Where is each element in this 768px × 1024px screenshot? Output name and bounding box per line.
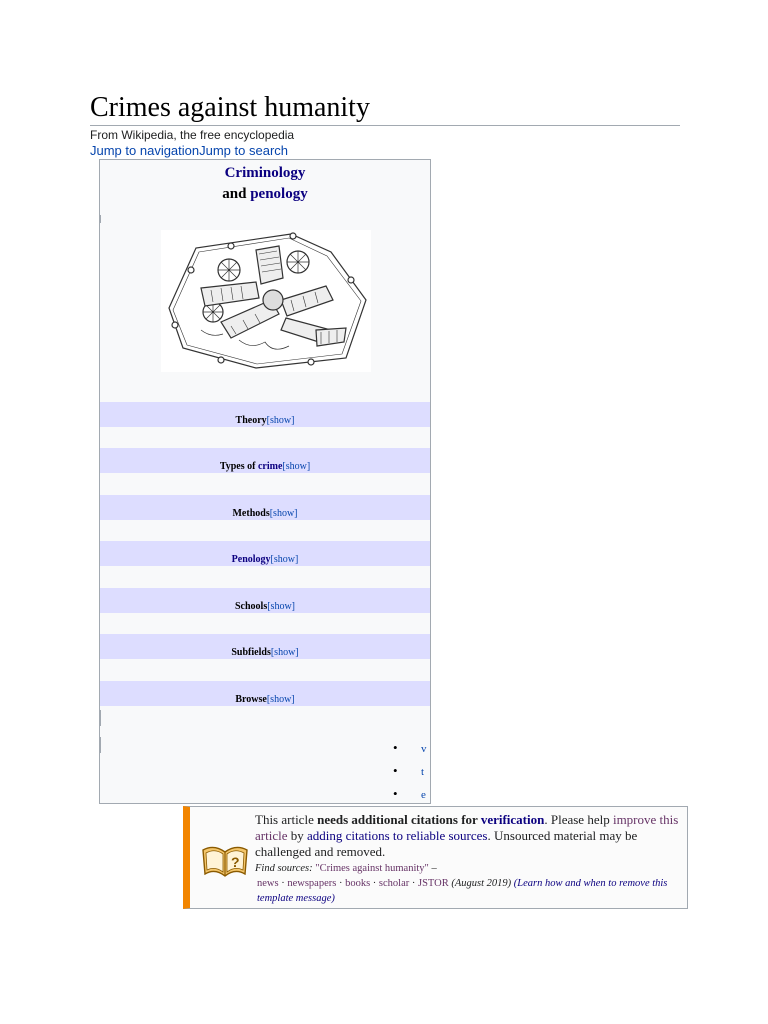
- page-title: Crimes against humanity: [90, 92, 370, 123]
- source-links-line: news · newspapers · books · scholar · JSTOR (August 2019) (Learn how and when to remove this template message): [257, 878, 668, 904]
- adding-citations-link[interactable]: adding citations to reliable sources: [306, 828, 488, 843]
- svg-text:?: ?: [231, 854, 240, 870]
- jump-to-search-link[interactable]: Jump to search: [199, 143, 288, 158]
- citation-needed-notice: [183, 806, 688, 909]
- vte-item: [393, 786, 433, 805]
- notice-date: (August 2019): [448, 878, 512, 889]
- show-toggle[interactable]: [show]: [270, 554, 299, 565]
- source-jstor-link[interactable]: JSTOR: [418, 878, 449, 889]
- section-browse[interactable]: Browse[show]: [100, 681, 430, 706]
- source-books-link[interactable]: books: [345, 878, 371, 889]
- penology-section-link[interactable]: Penology: [231, 554, 271, 565]
- vte-item: [393, 763, 433, 782]
- learn-remove-template-link[interactable]: (Learn how and when to remove this template message): [257, 878, 668, 904]
- jump-links: [90, 143, 288, 158]
- question-book-icon: [200, 836, 250, 880]
- view-template-link[interactable]: v: [421, 743, 427, 755]
- source-scholar-link[interactable]: scholar: [378, 878, 410, 889]
- crime-link[interactable]: crime: [257, 461, 283, 472]
- title-divider: [90, 125, 680, 126]
- sidebar-heading: [100, 163, 430, 205]
- sidebar-heading-line2: and penology: [222, 186, 308, 202]
- section-types-of-crime[interactable]: Types of crime[show]: [100, 448, 430, 473]
- penology-link[interactable]: penology: [250, 186, 308, 202]
- source-newspapers-link[interactable]: newspapers: [287, 878, 337, 889]
- improve-article-link[interactable]: improve this article: [255, 812, 679, 843]
- show-toggle[interactable]: [show]: [270, 647, 299, 658]
- site-tagline: From Wikipedia, the free encyclopedia: [90, 128, 295, 142]
- notice-text: This article needs additional citations for verification. Please help improve this article by adding citations to reliable sources. Unsourced material may be challenged and removed. Find sources: "Crimes against humanity" – news · newspapers · books · scholar · JSTOR (August 2019) (Learn how and when to remove this template message): [255, 812, 679, 904]
- verification-link[interactable]: verification: [480, 812, 545, 827]
- show-toggle[interactable]: [show]: [266, 415, 295, 426]
- show-toggle[interactable]: [show]: [266, 694, 295, 705]
- section-penology[interactable]: [100, 541, 430, 566]
- bullet-icon: •: [393, 763, 398, 778]
- sidebar-tick: [100, 710, 101, 726]
- criminology-sidebar: [99, 159, 431, 804]
- edit-template-link[interactable]: e: [421, 789, 426, 801]
- show-toggle[interactable]: [show]: [267, 601, 295, 612]
- talk-template-link[interactable]: t: [421, 766, 425, 778]
- section-theory[interactable]: Theory[show]: [100, 402, 430, 427]
- sidebar-tick: [100, 737, 101, 753]
- section-schools[interactable]: Schools[show]: [100, 588, 430, 613]
- bullet-icon: •: [393, 786, 398, 801]
- find-sources-line: Find sources: "Crimes against humanity" –: [255, 863, 437, 874]
- bullet-icon: •: [393, 740, 398, 755]
- vte-item: [393, 740, 433, 759]
- jump-to-navigation-link[interactable]: Jump to navigation: [90, 143, 200, 158]
- source-news-link[interactable]: news: [257, 878, 279, 889]
- sidebar-tick: [100, 215, 101, 223]
- section-methods[interactable]: Methods[show]: [100, 495, 430, 520]
- panopticon-prison-image: [161, 230, 371, 372]
- show-toggle[interactable]: [show]: [282, 461, 311, 472]
- criminology-link[interactable]: Criminology: [224, 165, 306, 181]
- find-sources-query-link[interactable]: "Crimes against humanity": [315, 863, 429, 874]
- show-toggle[interactable]: [show]: [269, 508, 298, 519]
- section-subfields[interactable]: Subfields[show]: [100, 634, 430, 659]
